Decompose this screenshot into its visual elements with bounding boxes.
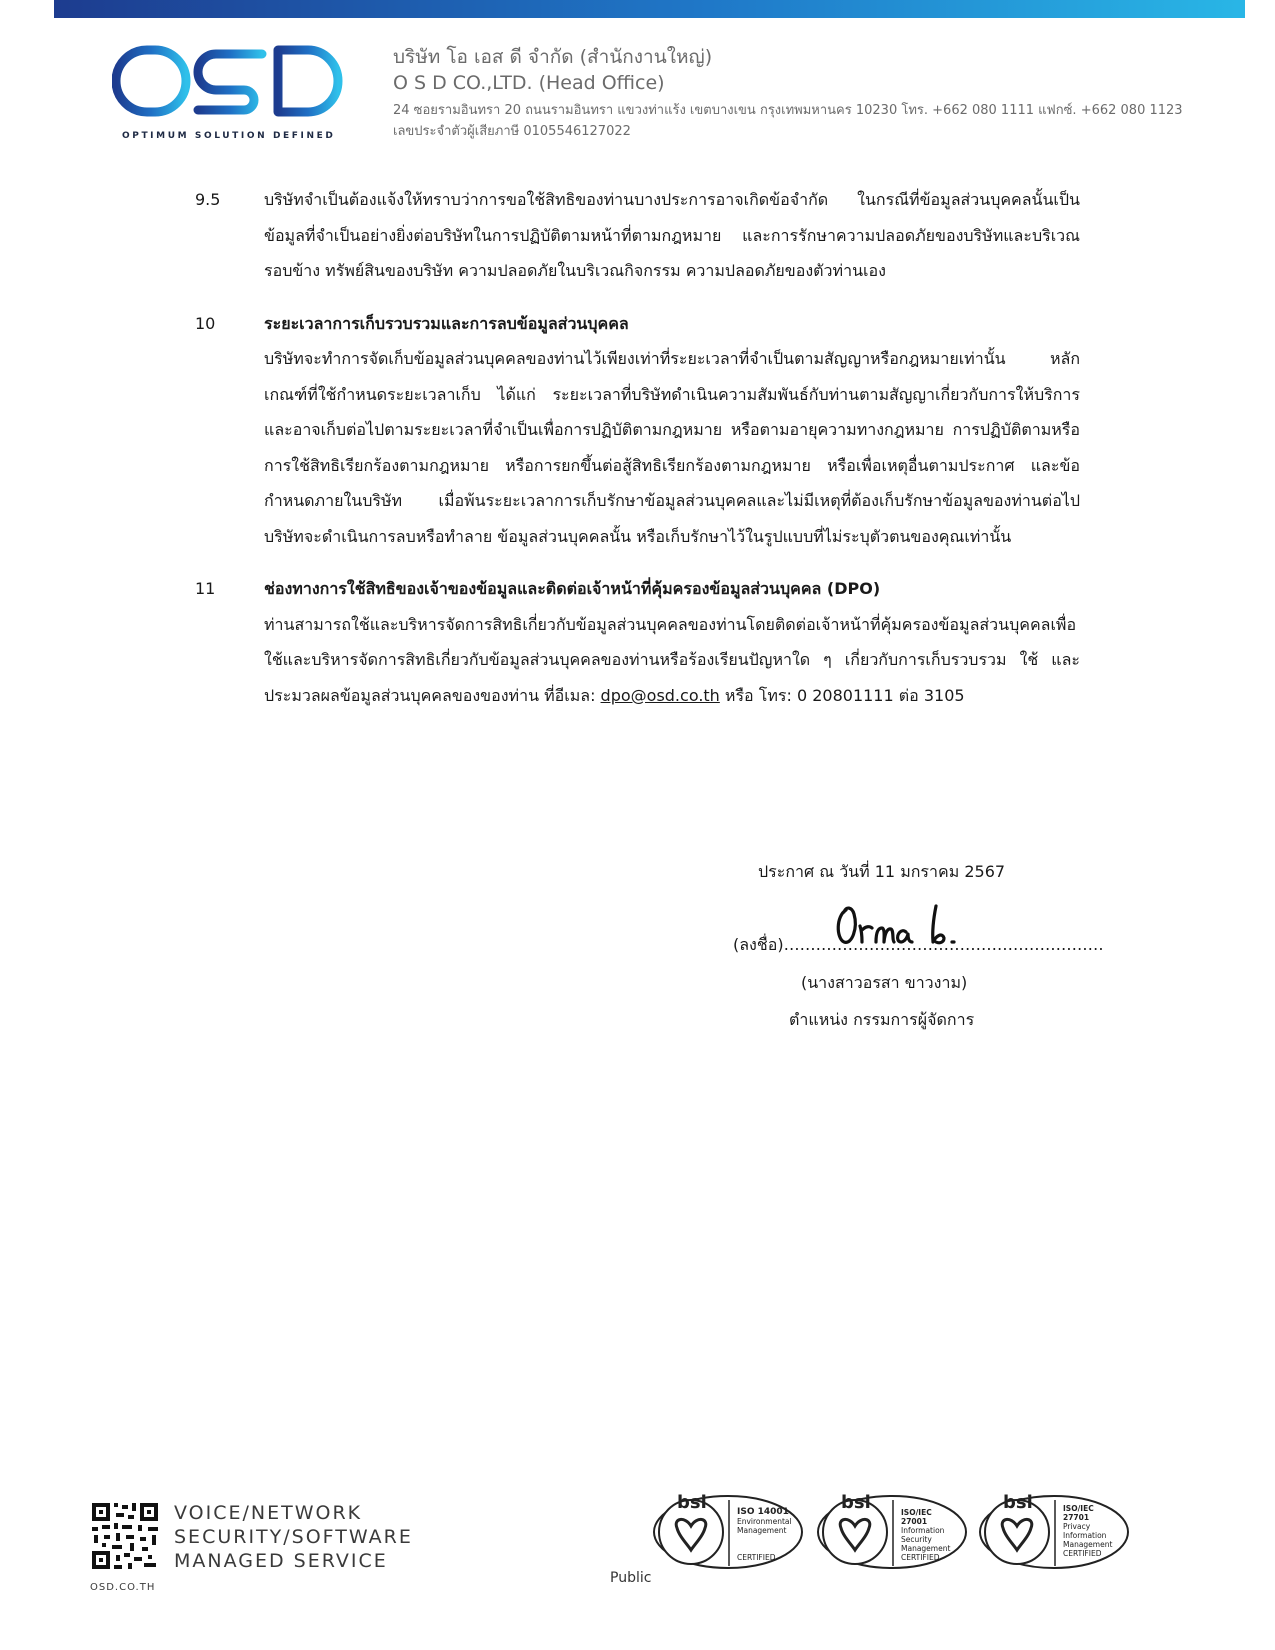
cert-text <box>737 1508 792 1562</box>
section-body <box>264 607 1080 714</box>
company-address: 24 ซอยรามอินทรา 20 ถนนรามอินทรา แขวงท่าแร้ง เขตบางเขน กรุงเทพมหานคร 10230 โทร. +662 080 1111 แฟกซ์. +662 080 1123 <box>393 103 1183 118</box>
section-10 <box>195 306 1080 555</box>
section-11 <box>195 571 1080 713</box>
logo-tagline: OPTIMUM SOLUTION DEFINED <box>122 131 336 141</box>
dpo-email-link[interactable]: dpo@osd.co.th <box>600 685 720 705</box>
cert-text <box>901 1508 970 1562</box>
cert-line <box>737 1535 792 1553</box>
osd-logo <box>112 40 348 146</box>
company-name-en: O S D CO.,LTD. (Head Office) <box>393 72 665 94</box>
cert-line: ISO/IEC <box>901 1508 932 1517</box>
cert-line: 27001 <box>901 1517 928 1526</box>
announce-date: ประกาศ ณ วันที่ 11 มกราคม 2567 <box>758 862 1006 881</box>
cert-line: CERTIFIED <box>1063 1549 1102 1558</box>
section-title: ระยะเวลาการเก็บรวบรวมและการลบข้อมูลส่วนบุคคล <box>264 313 629 333</box>
cert-line: Environmental <box>737 1517 792 1526</box>
section-body: บริษัทจะทำการจัดเก็บข้อมูลส่วนบุคคลของท่านไว้เพียงเท่าที่ระยะเวลาที่จำเป็นตามสัญญาหรือกฎหมายเท่านั้น หลักเกณฑ์ที่ใช้กำหนดระยะเวลาเก็บ ได้แก่ ระยะเวลาที่บริษัทดำเนินความสัมพันธ์กับท่านตามสัญญาเกี่ยวกับการให้บริการ และอาจเก็บต่อไปตามระยะเวลาที่จำเป็นเพื่อการปฏิบัติตามกฎหมาย หรือตามอายุความทางกฎหมาย การปฏิบัติตามหรือการใช้สิทธิเรียกร้องตามกฎหมาย หรือการยกขึ้นต่อสู้สิทธิเรียกร้องตามกฎหมาย หรือเพื่อเหตุอื่นตามประกาศ และข้อกำหนดภายในบริษัท เมื่อพ้นระยะเวลาการเก็บรักษาข้อมูลส่วนบุคคลและไม่มีเหตุที่ต้องเก็บรักษาข้อมูลของท่านต่อไป บริษัทจะดำเนินการลบหรือทำลาย ข้อมูลส่วนบุคคลนั้น หรือเก็บรักษาไว้ในรูปแบบที่ไม่ระบุตัวตนของคุณเท่านั้น <box>264 349 1080 546</box>
service-line: SECURITY/SOFTWARE <box>174 1526 413 1548</box>
bsi-logo-text: bsi <box>841 1492 871 1513</box>
document-body <box>195 182 1080 730</box>
signer-position: ตำแหน่ง กรรมการผู้จัดการ <box>789 1010 975 1029</box>
section-number: 9.5 <box>195 190 221 209</box>
cert-line: Information <box>1063 1531 1107 1540</box>
section-body: บริษัทจำเป็นต้องแจ้งให้ทราบว่าการขอใช้สิทธิของท่านบางประการอาจเกิดข้อจำกัด ในกรณีที่ข้อมูลส่วนบุคคลนั้นเป็นข้อมูลที่จำเป็นอย่างยิ่งต่อบริษัทในการปฏิบัติตามหน้าที่ตามกฎหมาย และการรักษาความปลอดภัยของบริษัทและบริเวณรอบข้าง ทรัพย์สินของบริษัท ความปลอดภัยในบริเวณกิจกรรม ความปลอดภัยของตัวท่านเอง <box>264 190 1080 280</box>
footer-website: OSD.CO.TH <box>90 1582 156 1593</box>
cert-iso14001 <box>651 1488 806 1572</box>
company-info <box>393 44 1183 142</box>
cert-text <box>1063 1504 1112 1558</box>
section-number: 10 <box>195 313 216 333</box>
service-line: VOICE/NETWORK <box>174 1502 363 1524</box>
section-title: ช่องทางการใช้สิทธิของเจ้าของข้อมูลและติดต่อเจ้าหน้าที่คุ้มครองข้อมูลส่วนบุคคล (DPO) <box>264 579 881 598</box>
bsi-logo-text: bsi <box>677 1492 707 1513</box>
cert-line: CERTIFIED <box>737 1553 776 1562</box>
company-name-th: บริษัท โอ เอส ดี จำกัด (สำนักงานใหญ่) <box>393 46 713 68</box>
cert-line: CERTIFIED <box>901 1553 940 1562</box>
cert-line: ISO 14001 <box>737 1507 789 1517</box>
cert-line: Privacy <box>1063 1522 1091 1531</box>
qr-code <box>90 1501 160 1571</box>
sign-label: (ลงชื่อ) <box>733 935 784 954</box>
cert-line: Management <box>901 1544 951 1553</box>
classification-label: Public <box>610 1570 652 1586</box>
cert-iso27701 <box>977 1488 1132 1572</box>
handwritten-signature <box>832 898 962 950</box>
cert-line: 27701 <box>1063 1513 1090 1522</box>
section-9-5 <box>195 182 1080 289</box>
header-color-bar <box>54 0 1245 18</box>
company-tax-id: เลขประจำตัวผู้เสียภาษี 0105546127022 <box>393 124 631 139</box>
signer-name: (นางสาวอรสา ขาวงาม) <box>801 973 968 992</box>
cert-line: Information Security <box>901 1526 945 1544</box>
sign-dots: …………………………………………………… <box>783 935 1104 954</box>
cert-line: Management <box>737 1526 787 1535</box>
service-line: MANAGED SERVICE <box>174 1550 388 1572</box>
cert-line: ISO/IEC <box>1063 1504 1094 1513</box>
body-text: หรือ โทร: 0 20801111 ต่อ 3105 <box>719 685 965 705</box>
cert-line: Management <box>1063 1540 1113 1549</box>
bsi-logo-text: bsi <box>1003 1492 1033 1513</box>
cert-iso27001 <box>815 1488 970 1572</box>
footer-services <box>174 1501 413 1573</box>
section-number: 11 <box>195 579 216 598</box>
body-text: ท่านสามารถใช้และบริหารจัดการสิทธิเกี่ยวกับข้อมูลส่วนบุคคลของท่านโดยติดต่อเจ้าหน้าที่คุ้มครองข้อมูลส่วนบุคคลเพื่อใช้และบริหารจัดการสิทธิเกี่ยวกับข้อมูลส่วนบุคคลของท่านหรือร้องเรียนปัญหาใด ๆ เกี่ยวกับการเก็บรวบรวม ใช้ และประมวลผลข้อมูลส่วนบุคคลของของท่าน ที่อีเมล: <box>264 614 1080 705</box>
